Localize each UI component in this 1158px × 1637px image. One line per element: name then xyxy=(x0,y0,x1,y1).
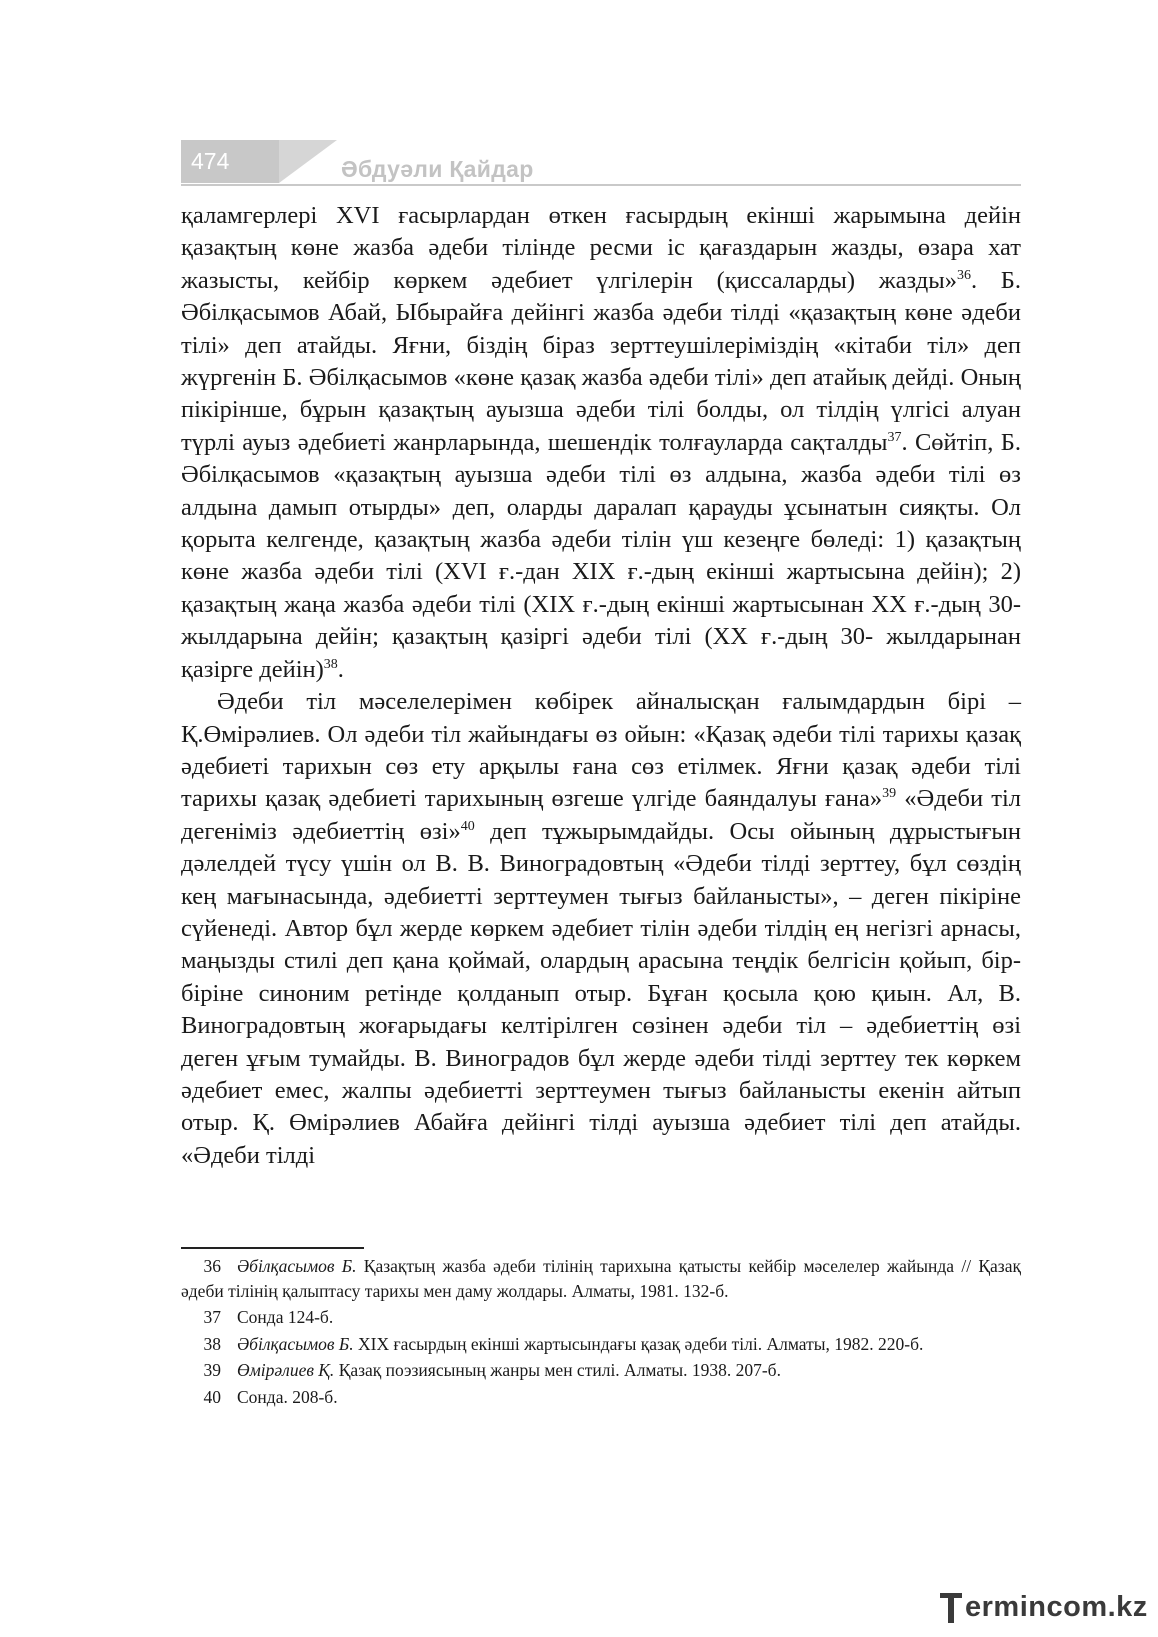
footnote-divider xyxy=(181,1247,364,1249)
footnote-40: 40 Сонда. 208-б. xyxy=(203,1386,338,1407)
footnote-ref-36: 36 xyxy=(956,267,971,283)
watermark-t-logo-icon xyxy=(938,1589,964,1627)
footnote-37: 37 Сонда 124-б. xyxy=(203,1307,334,1327)
page-number: 474 xyxy=(181,140,279,183)
site-watermark xyxy=(938,1589,1148,1629)
footnote-ref-39: 39 xyxy=(882,786,897,802)
running-header-author: Әбдуәли Қайдар xyxy=(341,156,534,182)
header-divider xyxy=(181,184,1021,186)
page-header xyxy=(181,138,1021,188)
footnote-ref-40: 40 xyxy=(460,818,475,834)
paragraph-2: Әдеби тіл мәселелерімен көбірек айналысқан ғалымдардын бірі – Қ.Өмірәлиев. Ол әдеби тіл жайындағы өз ойын: «Қазақ әдеби тілі тарихы қазақ әдебиеті тарихын сөз ету арқылы ғана сөз етілмек. Яғни қазақ әдеби тілі тарихы қазақ әдебиеті тарихының өзгеше үлгіде баяндалуы ғана»$^{39}$ «Әдеби тіл дегеніміз әдебиеттің өзі»$^{40}$ деп тұжырымдайды. Осы ойының дұрыстығын дәлелдей түсу үшін ол В. В. Виноградовтың «Әдеби тілді зерттеу, бұл сөздің кең мағынасында, әдебиетті зерттеумен тығыз байланысты», – деген пікіріне сүйенеді. Автор бұл жерде көркем әдебиет тілін әдеби тілдің ең негізгі арнасы, маңызды стилі деп қана қоймай, олардың арасына теңдік белгісін қойып, бір-біріне синоним ретінде қолданып отыр. Бұған қосыла қою қиын. Ал, В. Виноградовтың жоғарыдағы келтірілген сөзінен әдеби тіл – әдебиеттің өзі деген ұғым тумайды. В. Виноградов бұл жерде әдеби тілді зерттеу тек көркем әдебиет емес, жалпы әдебиетті зерттеумен тығыз байланысты екенін айтып отыр. Қ. Өмірәлиев Абайға дейінгі тілді ауызша әдебиет тілі деп атайды. «Әдеби тілді xyxy=(181,688,1022,1169)
header-tab-wedge xyxy=(279,140,337,183)
footnotes xyxy=(181,1254,1021,1411)
paragraph-1: қаламгерлері XVI ғасырлардан өткен ғасырдың екінші жарымына дейін қазақтың көне жазба әдеби тілінде ресми іс қағаздарын жазды, өзара хат жазысты, кейбір көркем әдебиет үлгілерін (қиссаларды) жазды»$^{36}$. Б. Әбілқасымов Абай, Ыбырайға дейінгі жазба әдеби тілді «қазақтың көне әдеби тілі» деп атайды. Яғни, біздің біраз зерттеушілеріміздің «кітаби тіл» деп жүргенін Б. Әбілқасымов «көне қазақ жазба әдеби тілі» деп атайық дейді. Оның пікірінше, бұрын қазақтың ауызша әдеби тілі болды, ол тілдің үлгісі алуан түрлі ауыз әдебиеті жанрларында, шешендік толғауларда сақталды$^{37}$. Сөйтіп, Б. Әбілқасымов «қазақтың ауызша әдеби тілі өз алдына, жазба әдеби тілі өз алдына дамып отырды» деп, оларды даралап қарауды ұсынатын сияқты. Ол қорыта келгенде, қазақтың жазба әдеби тілін үш кезеңге бөледі: 1) қазақтың көне жазба әдеби тілі (XVI ғ.-дан XIX ғ.-дың екінші жартысына дейін); 2) қазақтың жаңа жазба әдеби тілі (XIX ғ.-дың екінші жартысынан XX ғ.-дың 30-жылдарына дейін; қазақтың қазіргі әдеби тілі (XX ғ.-дың 30- жылдарынан қазірге дейін)$^{38}$. xyxy=(181,202,1021,683)
footnote-ref-37: 37 xyxy=(887,429,902,445)
footnote-36: 36 Әбілқасымов Б. Қазақтың жазба әдеби тілінің тарихына қатысты кейбір мәселелер жайында // Қазақ әдеби тілінің қалыптасу тарихы мен даму жолдары. Алматы, 1981. 132-б. xyxy=(181,1256,1021,1301)
main-text xyxy=(181,200,1021,1172)
footnote-39: 39 Өмірәлиев Қ. Қазақ поэзиясының жанры мен стилі. Алматы. 1938. 207-б. xyxy=(203,1360,781,1380)
footnote-38: 38 Әбілқасымов Б. XIX ғасырдың екінші жартысындағы қазақ әдеби тілі. Алматы, 1982. 220-б. xyxy=(203,1333,924,1354)
footnote-ref-38: 38 xyxy=(323,656,338,672)
watermark-text: ermincom.kz xyxy=(965,1591,1148,1623)
